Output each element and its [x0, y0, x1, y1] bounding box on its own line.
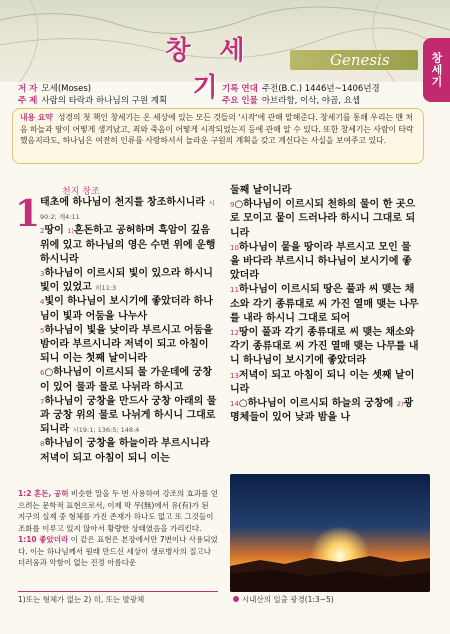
people-value: 아브라함, 이삭, 야곱, 요셉 [261, 96, 361, 106]
footnote-marker: 1) [67, 227, 74, 236]
cross-reference: 시90:2; 계4:11 [40, 199, 215, 222]
verse-number: 7 [40, 397, 45, 406]
cross-reference: 히11:3 [95, 284, 117, 293]
study-note-text: 이 같은 표현은 본장에서만 7번이나 사용되었다. 이는 하나님께서 원래 만드신 세상이 생로병사의 질고나 더러움과 악함이 없는 진정 아름다운 [18, 535, 218, 567]
verse [40, 395, 218, 438]
date-row [222, 82, 380, 94]
english-title: Genesis [330, 51, 390, 69]
study-note [18, 534, 218, 569]
study-note [18, 488, 218, 534]
verse [40, 295, 218, 323]
verse-text-continued: 혼돈하고 공허하며 흑암이 깊음 위에 있고 하나님의 영은 수면 위에 운행하시니라 [40, 225, 216, 265]
verse-number: 4 [40, 298, 45, 307]
verse-number: 12 [230, 329, 239, 338]
verse-text: 하나님이 뭍을 땅이라 부르시고 모인 물을 바다라 부르시니 하나님이 보시기에 좋았더라 [230, 241, 412, 282]
study-note-text: 비슷한 말을 두 번 사용하여 강조의 효과를 얻으려는 문학적 표현으로서, 이제 막 무(無)에서 유(有)가 된 지구의 실제 중 형체를 가진 존재가 하나도 없고 또 그것들이 조화를 이루고 있지 않아서 황량한 상태였음을 가리킨다. [18, 489, 218, 533]
verse-text: 하나님이 궁창을 만드사 궁창 아래의 물과 궁창 위의 물로 나뉘게 하시니 그대로 되니라 [40, 395, 217, 436]
verse [40, 267, 218, 295]
theme-row [18, 94, 167, 106]
side-tab[interactable]: 창세기 [423, 38, 450, 102]
cross-reference: 시19:1; 136:5; 148:4 [72, 426, 140, 435]
verse [230, 283, 420, 326]
verse-text-continued: 광명체들이 있어 낮과 밤을 나 [230, 398, 414, 424]
verse-text: ○하나님이 이르시되 천하의 물이 한 곳으로 모이고 뭍이 드러나라 하시니 그대로 되니라 [230, 199, 416, 239]
verse-number: 2 [40, 227, 45, 236]
verse-text: 태초에 하나님이 천지를 창조하시니라 [40, 197, 206, 208]
verse-text: 하나님이 궁창을 하늘이라 부르시니라 저녁이 되고 아침이 되니 이는 [40, 438, 210, 464]
photo-caption [233, 594, 334, 605]
verse [230, 198, 420, 241]
author-label: 저 자 [18, 84, 38, 94]
verse-text: 땅이 [44, 225, 68, 237]
section-heading: 천지 창조 [62, 187, 100, 197]
people-label: 주요 인물 [222, 96, 258, 106]
author-value: 모세(Moses) [41, 84, 92, 94]
verse [40, 437, 218, 465]
date-value: 주전(B.C.) 1446년~1406년경 [261, 84, 380, 94]
verse-number: 14 [230, 400, 239, 409]
verse-text: 둘째 날이니라 [230, 185, 292, 196]
footnote: 1)또는 형체가 없는 2) 히, 또는 발광체 [18, 591, 218, 605]
study-note-label: 1:10 좋았더라 [18, 535, 69, 544]
verse-number: 13 [230, 371, 239, 380]
verse [230, 241, 420, 284]
study-note-label: 1:2 혼돈, 공허 [18, 489, 69, 498]
verse-text: 하나님이 이르시되 땅은 풀과 씨 맺는 채소와 각기 종류대로 씨 가진 열매 맺는 나무를 내라 하시니 그대로 되어 [230, 284, 419, 324]
verse-number: 11 [230, 286, 239, 295]
footnote-marker: 2) [396, 400, 404, 409]
study-notes [18, 488, 218, 569]
verse-number: 8 [40, 440, 45, 449]
theme-label: 주 제 [18, 96, 38, 106]
book-title: 창 세 기 [165, 36, 255, 103]
verse [230, 369, 420, 397]
verse-number: 6 [40, 369, 45, 378]
verse [40, 224, 218, 267]
verse-text: ○하나님이 이르시되 하늘의 궁창에 [238, 398, 397, 410]
author-row [18, 82, 91, 94]
verse-text: 땅이 풀과 각기 종류대로 씨 맺는 채소와 각기 종류대로 씨 가진 열매 맺는 나무를 내니 하나님이 보시기에 좋았더라 [230, 327, 419, 367]
verse-text: 하나님이 빛을 낮이라 부르시고 어둠을 밤이라 부르시니라 저녁이 되고 아침이 되니 이는 첫째 날이니라 [40, 324, 213, 365]
chapter-number: 1 [15, 193, 41, 235]
verse-number: 10 [230, 243, 239, 252]
verse [230, 184, 420, 198]
intro-label: 내용 요약 [20, 113, 53, 122]
verse-text: 저녁이 되고 아침이 되니 이는 셋째 날이니라 [230, 369, 415, 395]
verse [40, 366, 218, 394]
left-column [40, 196, 218, 466]
date-label: 기록 연대 [222, 84, 258, 94]
caption-bullet-icon [233, 596, 239, 602]
verse-number: 3 [40, 270, 45, 279]
right-column [230, 184, 420, 425]
verse-number: 9 [230, 201, 235, 210]
verse [40, 196, 218, 224]
verse-number: 5 [40, 326, 45, 335]
verse-text: 빛이 하나님이 보시기에 좋았더라 하나님이 빛과 어둠을 나누사 [40, 296, 213, 322]
intro-summary [20, 112, 416, 147]
theme-value: 사람의 타락과 하나님의 구원 계획 [41, 96, 168, 106]
verse-text: ○하나님이 이르시되 물 가운데에 궁창이 있어 물과 물로 나뉘라 하시고 [40, 367, 213, 393]
verse [40, 324, 218, 367]
people-row [222, 94, 360, 106]
verse-text: 하나님이 이르시되 빛이 있으라 하시니 빛이 있었고 [40, 268, 213, 294]
verse [230, 326, 420, 369]
photo-caption-text: 시내산의 일출 광경(1:3~5) [242, 595, 334, 604]
intro-text: 성경의 첫 책인 창세기는 온 세상에 있는 모든 것들의 '시작'에 관해 말해준다. 창세기를 통해 우리는 맨 처음 하늘과 땅이 어떻게 생겨났고, 죄와 죽음이 어떻게 시작되었는지 등에 관해 알 수 있다. 또한 창세기는 사람이 타락했음지라도, 하나님은 여전히 인류를 사랑하셔서 놀라운 구원의 계획을 갖고 계신다는 사실을 보여주고 있다. [20, 113, 414, 145]
sunrise-photo [230, 474, 430, 592]
verse [230, 397, 420, 425]
